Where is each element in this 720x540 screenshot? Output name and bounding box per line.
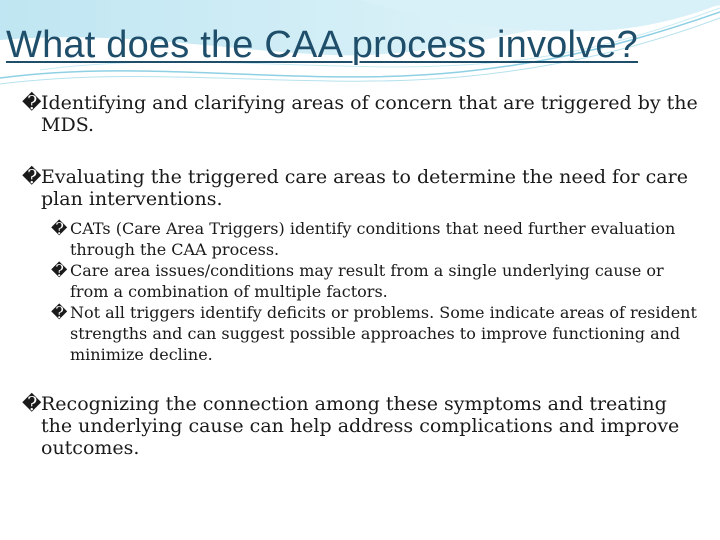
sub-bullet-text: CATs (Care Area Triggers) identify conditions that need further evaluation through the CAA process. — [70, 219, 676, 259]
sub-bullet-text: Care area issues/conditions may result from a single underlying cause or from a combination of multiple factors. — [70, 261, 664, 301]
slide-title: What does the CAA process involve? — [6, 24, 639, 66]
sub-bullet-item — [22, 218, 702, 260]
sub-bullet-marker-icon: � — [51, 219, 68, 238]
bullet-item — [22, 92, 702, 136]
sub-bullet-marker-icon: � — [51, 303, 68, 322]
sub-bullet-marker-icon: � — [51, 261, 68, 280]
sub-bullet-item — [22, 302, 702, 365]
bullet-text: Evaluating the triggered care areas to determine the need for care plan interventions. — [41, 166, 688, 210]
bullet-marker-icon: � — [22, 166, 42, 188]
sub-bullet-item — [22, 260, 702, 302]
bullet-marker-icon: � — [22, 393, 42, 415]
bullet-marker-icon: � — [22, 92, 42, 114]
bullet-text: Recognizing the connection among these symptoms and treating the underlying cause can help address complications and improve outcomes. — [41, 393, 680, 459]
bullet-item — [22, 393, 702, 459]
slide-body — [22, 92, 702, 459]
sub-bullet-text: Not all triggers identify deficits or problems. Some indicate areas of resident strengths and can suggest possible approaches to improve functioning and minimize decline. — [70, 303, 697, 364]
bullet-text: Identifying and clarifying areas of concern that are triggered by the MDS. — [41, 92, 698, 136]
bullet-item — [22, 166, 702, 210]
